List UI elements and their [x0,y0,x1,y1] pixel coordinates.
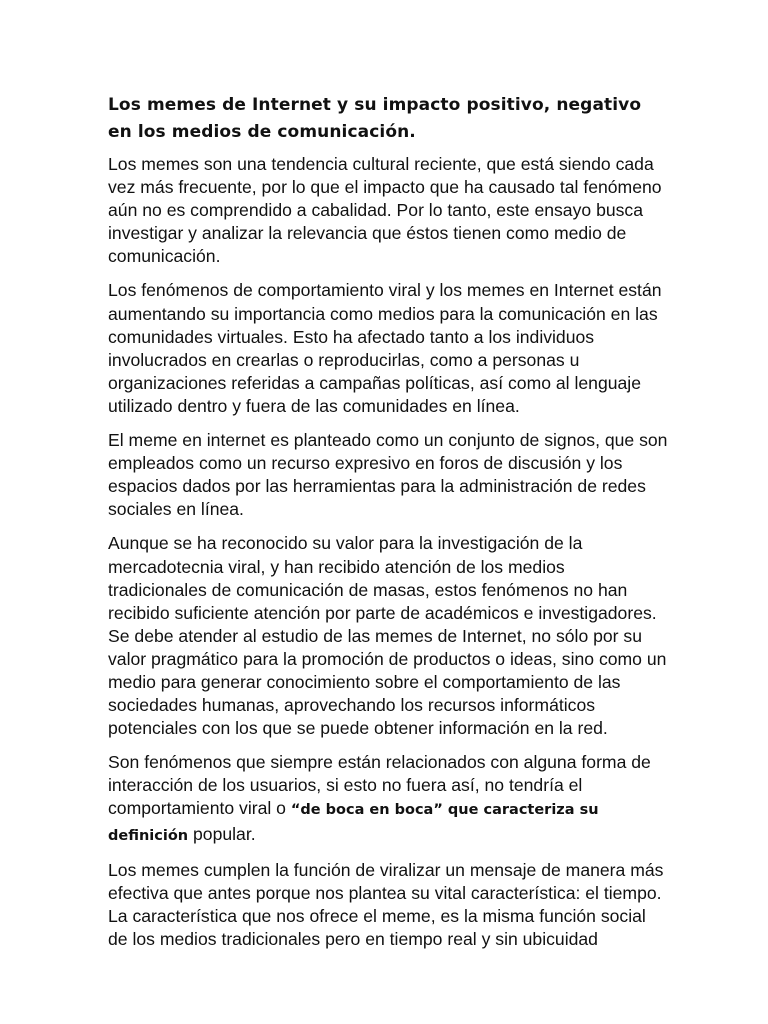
paragraph-1: Los memes son una tendencia cultural reciente, que está siendo cada vez más frecuente, por lo que el impacto que ha causado tal fenómeno aún no es comprendido a cabalidad. Por lo tanto, este ensayo busca investigar y analizar la relevancia que éstos tienen como medio de comunicación. [108,154,662,267]
paragraph-5-ending: popular. [188,823,256,844]
paragraph-5 [108,751,668,847]
paragraph-5-bold-phrase: “de boca en boca” que caracteriza su definición [108,802,599,844]
paragraph-5-text: Son fenómenos que siempre están relacionados con alguna forma de interacción de los usuarios, si esto no fuera así, no tendría el comportamiento viral o [108,752,651,819]
document-title: Los memes de Internet y su impacto positivo, negativo en los medios de comunicación. [108,95,642,142]
paragraph-6: Los memes cumplen la función de viralizar un mensaje de manera más efectiva que antes porque nos plantea su vital característica: el tiempo. La característica que nos ofrece el meme, es la misma función social de los medios tradicionales pero en tiempo real y sin ubicuidad [108,859,664,949]
document-body [108,92,668,962]
paragraph-3: El meme en internet es planteado como un conjunto de signos, que son empleados como un recurso expresivo en foros de discusión y los espacios dados por las herramientas para la administración de redes sociales en línea. [108,430,668,520]
paragraph-4: Aunque se ha reconocido su valor para la investigación de la mercadotecnia viral, y han recibido atención de los medios tradicionales de comunicación de masas, estos fenómenos no han recibido suficiente atención por parte de académicos e investigadores. Se debe atender al estudio de las memes de Internet, no sólo por su valor pragmático para la promoción de productos o ideas, sino como un medio para generar conocimiento sobre el comportamiento de las sociedades humanas, aprovechando los recursos informáticos potenciales con los que se puede obtener información en la red. [108,533,667,739]
paragraph-2: Los fenómenos de comportamiento viral y los memes en Internet están aumentando su importancia como medios para la comunicación en las comunidades virtuales. Esto ha afectado tanto a los individuos involucrados en crearlas o reproducirlas, como a personas u organizaciones referidas a campañas políticas, así como al lenguaje utilizado dentro y fuera de las comunidades en línea. [108,280,662,416]
